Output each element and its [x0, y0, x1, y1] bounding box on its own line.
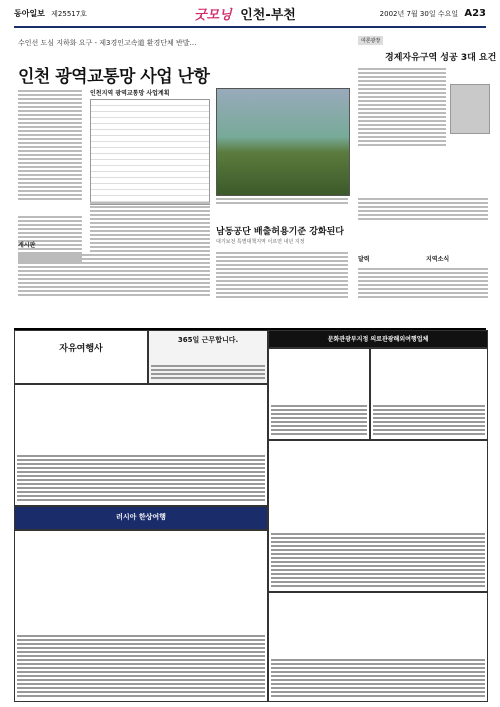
ad-box-8	[14, 506, 268, 530]
table-title: 인천지역 광역교통망 사업계획	[90, 90, 170, 97]
issue-date: 2002년 7월 30일 수요일	[379, 10, 459, 18]
board-title: 게시판	[18, 242, 36, 249]
ad-box-5	[370, 348, 488, 440]
column-headline: 경제자유구역 성공 3대 요건	[385, 53, 497, 63]
columnist-photo	[450, 84, 490, 134]
calendar-title: 달력	[358, 256, 370, 263]
ad-box-9	[14, 530, 268, 702]
ad-box-1	[14, 330, 148, 384]
ad-box-2	[148, 330, 268, 384]
issue-number: 제25517호	[51, 10, 87, 18]
ad-title-8: 러시아 한상여행	[116, 513, 166, 521]
paper-name: 동아일보	[14, 9, 45, 18]
ad-title-3: 문화관광부지정 의료관광해외여행업체	[327, 336, 429, 343]
section-title	[194, 4, 296, 23]
notices-body	[358, 266, 488, 300]
masthead	[14, 2, 486, 28]
feature-body	[216, 250, 348, 300]
regional-title: 지역소식	[426, 256, 450, 263]
masthead-right	[380, 8, 486, 19]
column-body-lower	[358, 196, 488, 222]
board-body	[18, 252, 210, 298]
article-body-col-1	[18, 88, 82, 202]
photo-caption	[216, 196, 348, 206]
article-kicker: 수인선 도심 지하화 요구 - 제3경인고속道 환경단체 반발…	[18, 39, 197, 47]
section-logo: 굿모닝	[194, 8, 232, 23]
soccer-photo	[216, 88, 350, 196]
column-label: 여론광장	[358, 36, 383, 45]
ad-box-6	[14, 384, 268, 506]
column-body	[358, 66, 446, 148]
ad-box-10	[268, 592, 488, 702]
ad-section	[14, 328, 486, 702]
ad-title-1: 자유여행사	[59, 344, 103, 354]
article-headline: 인천 광역교통망 사업 난항	[18, 67, 210, 87]
page-number: A23	[464, 8, 486, 19]
masthead-left	[14, 8, 87, 19]
ad-title-2: 365일 근무합니다.	[177, 336, 239, 344]
ad-box-4	[268, 348, 370, 440]
ad-box-3	[268, 330, 488, 348]
section-name: 인천-부천	[240, 8, 296, 23]
transport-table	[90, 88, 210, 205]
feature-kicker: 대기보전 특별대책지역 이르면 내년 지정	[216, 239, 305, 245]
feature-headline: 남동공단 배출허용기준 강화된다	[216, 227, 344, 237]
table-body	[90, 99, 210, 205]
ad-box-7	[268, 440, 488, 592]
